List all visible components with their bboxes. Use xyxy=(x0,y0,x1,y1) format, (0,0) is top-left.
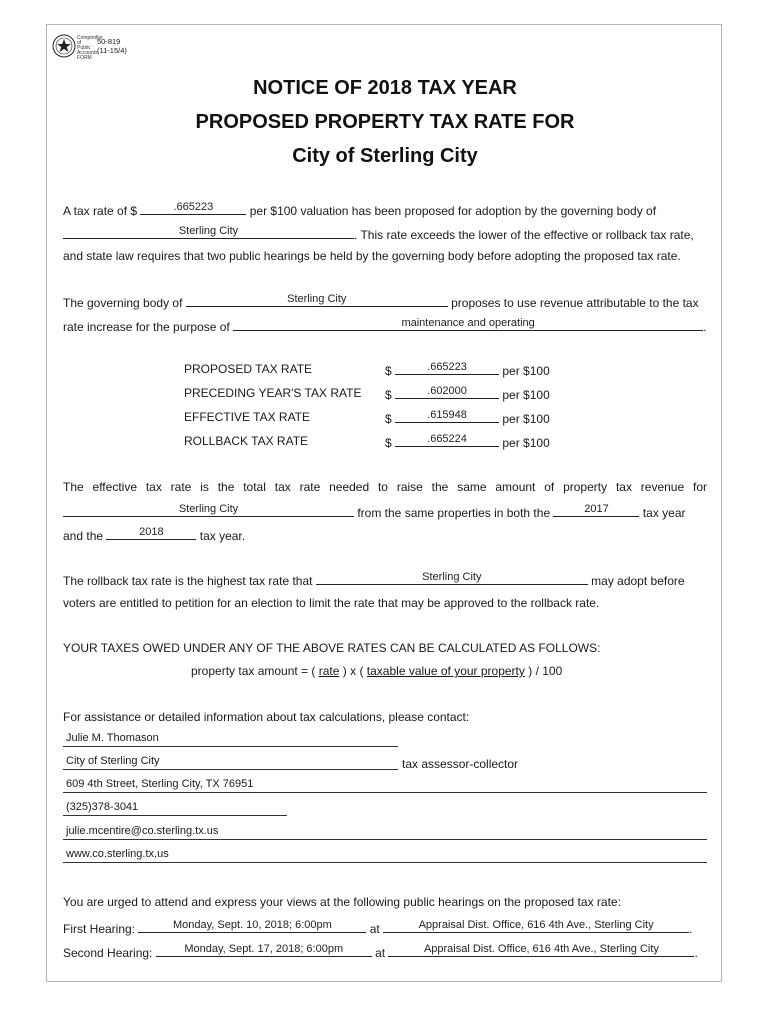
contact-office-role: tax assessor-collector xyxy=(402,757,519,771)
governing-body-field-2[interactable]: Sterling City xyxy=(186,294,448,307)
formula-taxable-value: taxable value of your property xyxy=(366,664,525,678)
purpose-field[interactable]: maintenance and operating xyxy=(233,318,703,331)
prior-year-field[interactable]: 2017 xyxy=(553,504,639,517)
rate-row-rollback xyxy=(385,434,550,451)
para1-text-a: A tax rate of $ xyxy=(63,204,138,218)
para2-text-a: The governing body of xyxy=(63,296,183,310)
rate-label-effective: EFFECTIVE TAX RATE xyxy=(184,410,311,424)
first-hearing-row xyxy=(63,920,692,937)
rate-row-effective xyxy=(385,410,550,427)
first-hearing-label: First Hearing: xyxy=(63,922,136,936)
para2-text-d: . xyxy=(703,320,707,334)
per-unit: per $100 xyxy=(502,364,550,378)
currency-symbol: $ xyxy=(385,364,392,378)
governing-body-field[interactable]: Sterling City xyxy=(63,226,354,239)
formula-mid: ) x ( xyxy=(342,664,364,678)
second-hearing-label: Second Hearing: xyxy=(63,946,153,960)
second-hearing-row xyxy=(63,944,698,961)
form-number: 50-819 xyxy=(97,37,121,46)
para4-text-b: may adopt before xyxy=(591,574,685,588)
para4-line1 xyxy=(63,572,685,589)
first-hearing-location-field[interactable]: Appraisal Dist. Office, 616 4th Ave., Sterling City xyxy=(383,920,689,933)
rollback-entity-field[interactable]: Sterling City xyxy=(316,572,588,585)
para3-text-b: from the same properties in both the xyxy=(357,506,551,520)
para1-text-d: and state law requires that two public hearings be held by the governing body before adopting the proposed tax rate. xyxy=(63,249,681,263)
title-line-1: NOTICE OF 2018 TAX YEAR xyxy=(253,77,517,99)
para3-text-c: tax year xyxy=(642,506,686,520)
para1-text-c: . This rate exceeds the lower of the effective or rollback tax rate, xyxy=(354,228,694,242)
contact-intro: For assistance or detailed information about tax calculations, please contact: xyxy=(63,710,470,724)
para3-text-d: and the xyxy=(63,529,104,543)
second-hearing-at: at xyxy=(375,946,386,960)
second-hearing-location-field[interactable]: Appraisal Dist. Office, 616 4th Ave., Sterling City xyxy=(388,944,694,957)
formula-suffix: ) / 100 xyxy=(528,664,563,678)
contact-website-line xyxy=(63,862,707,863)
per-unit: per $100 xyxy=(502,436,550,450)
contact-name[interactable]: Julie M. Thomason xyxy=(66,732,159,744)
para2-text-b: proposes to use revenue attributable to the tax xyxy=(451,296,699,310)
calc-heading: YOUR TAXES OWED UNDER ANY OF THE ABOVE RATES CAN BE CALCULATED AS FOLLOWS: xyxy=(63,641,601,655)
hearings-intro: You are urged to attend and express your views at the following public hearings on the proposed tax rate: xyxy=(63,895,621,909)
contact-phone[interactable]: (325)378-3041 xyxy=(66,801,139,813)
contact-website[interactable]: www.co.sterling.tx.us xyxy=(66,848,169,860)
currency-symbol: $ xyxy=(385,412,392,426)
para1-line2 xyxy=(63,226,694,243)
contact-email[interactable]: julie.mcentire@co.sterling.tx.us xyxy=(66,825,219,837)
effective-rate-value[interactable]: .615948 xyxy=(395,410,499,423)
rollback-rate-value[interactable]: .665224 xyxy=(395,434,499,447)
para2-text-c: rate increase for the purpose of xyxy=(63,320,230,334)
rate-row-proposed xyxy=(385,362,550,379)
form-revision: (11-15/4) xyxy=(97,46,127,55)
state-seal-icon xyxy=(52,34,76,58)
contact-office-line xyxy=(63,769,398,770)
para4-text-a: The rollback tax rate is the highest tax rate that xyxy=(63,574,313,588)
proposed-rate-value[interactable]: .665223 xyxy=(395,362,499,375)
current-year-field[interactable]: 2018 xyxy=(106,527,196,540)
contact-name-line xyxy=(63,746,398,747)
contact-address[interactable]: 609 4th Street, Sterling City, TX 76951 xyxy=(66,778,254,790)
para4-text-c: voters are entitled to petition for an election to limit the rate that may be approved to the rollback rate. xyxy=(63,596,600,610)
first-hearing-date-field[interactable]: Monday, Sept. 10, 2018; 6:00pm xyxy=(138,920,366,933)
formula-rate: rate xyxy=(318,664,340,678)
para3-line3 xyxy=(63,527,245,544)
currency-symbol: $ xyxy=(385,436,392,450)
para3-text-a: The effective tax rate is the total tax rate needed to raise the same amount of property tax revenue for xyxy=(63,480,707,494)
para3-text-e: tax year. xyxy=(199,529,246,543)
seal-caption: Comptroller of Public Accounts FORM xyxy=(77,35,103,61)
title-line-3: City of Sterling City xyxy=(292,145,478,167)
para3-line2 xyxy=(63,504,686,521)
calc-formula xyxy=(191,664,562,679)
first-hearing-at: at xyxy=(369,922,380,936)
per-unit: per $100 xyxy=(502,388,550,402)
effective-entity-field[interactable]: Sterling City xyxy=(63,504,354,517)
contact-email-line xyxy=(63,839,707,840)
proposed-rate-field[interactable]: .665223 xyxy=(140,202,246,215)
para2-line1 xyxy=(63,294,699,311)
currency-symbol: $ xyxy=(385,388,392,402)
para1-line1 xyxy=(63,202,656,219)
contact-office[interactable]: City of Sterling City xyxy=(66,755,160,767)
second-hearing-date-field[interactable]: Monday, Sept. 17, 2018; 6:00pm xyxy=(156,944,372,957)
second-hearing-end: . xyxy=(694,946,698,960)
rate-label-rollback: ROLLBACK TAX RATE xyxy=(184,434,309,448)
preceding-rate-value[interactable]: .602000 xyxy=(395,386,499,399)
rate-label-proposed: PROPOSED TAX RATE xyxy=(184,362,313,376)
para1-text-b: per $100 valuation has been proposed for adoption by the governing body of xyxy=(249,204,657,218)
per-unit: per $100 xyxy=(502,412,550,426)
contact-phone-line xyxy=(63,815,287,816)
rate-row-preceding xyxy=(385,386,550,403)
para2-line2 xyxy=(63,318,706,335)
first-hearing-end: . xyxy=(689,922,693,936)
formula-prefix: property tax amount = ( xyxy=(191,664,316,678)
contact-address-line xyxy=(63,792,707,793)
title-line-2: PROPOSED PROPERTY TAX RATE FOR xyxy=(195,111,575,133)
rate-label-preceding: PRECEDING YEAR'S TAX RATE xyxy=(184,386,362,400)
